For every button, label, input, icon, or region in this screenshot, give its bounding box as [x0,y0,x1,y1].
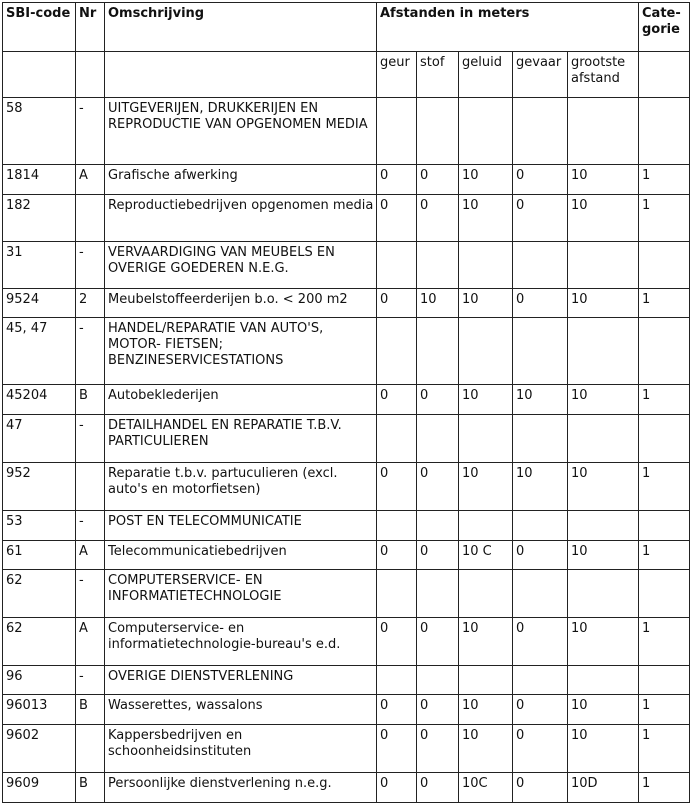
cell-geluid: 10 C [459,541,513,570]
cell-grootste: 10 [568,289,639,318]
header-row [3,3,690,52]
header-geluid: geluid [459,52,513,98]
cell-geur: 0 [377,385,417,415]
cell-gevaar [513,415,568,463]
cell-geur [377,511,417,541]
cell-geluid: 10 [459,195,513,242]
cell-stof [417,98,459,165]
cell-stof [417,511,459,541]
table-row [3,385,690,415]
table-row [3,570,690,618]
cell-cat [639,415,690,463]
header-grootste-afstand: grootste afstand [568,52,639,98]
cell-nr: - [76,318,105,385]
cell-grootste: 10 [568,195,639,242]
cell-geur [377,666,417,695]
sbi-distance-table [2,2,690,803]
header-nr: Nr [76,3,105,52]
cell-geur: 0 [377,541,417,570]
cell-gevaar [513,511,568,541]
cell-gevaar: 0 [513,541,568,570]
cell-desc: Wasserettes, wassalons [105,695,377,725]
cell-cat [639,570,690,618]
cell-sbi: 58 [3,98,76,165]
table-body [3,98,690,803]
cell-grootste: 10 [568,725,639,773]
cell-sbi: 62 [3,618,76,666]
table-row [3,98,690,165]
table-row [3,195,690,242]
cell-stof: 0 [417,385,459,415]
subheader-blank-nr [76,52,105,98]
cell-geluid [459,511,513,541]
subheader-blank-cat [639,52,690,98]
cell-sbi: 31 [3,242,76,289]
cell-grootste: 10 [568,541,639,570]
cell-nr: - [76,98,105,165]
cell-cat: 1 [639,541,690,570]
cell-cat: 1 [639,165,690,195]
cell-gevaar: 0 [513,695,568,725]
cell-sbi: 182 [3,195,76,242]
cell-desc: Grafische afwerking [105,165,377,195]
cell-geluid: 10 [459,725,513,773]
cell-sbi: 9524 [3,289,76,318]
cell-stof: 0 [417,695,459,725]
subheader-row [3,52,690,98]
cell-stof: 0 [417,195,459,242]
cell-geluid [459,98,513,165]
cell-geluid: 10 [459,463,513,511]
cell-geur: 0 [377,725,417,773]
header-afstanden: Afstanden in meters [377,3,639,52]
cell-desc: Reproductiebedrijven opgenomen media [105,195,377,242]
cell-sbi: 96013 [3,695,76,725]
cell-grootste [568,570,639,618]
cell-geluid: 10 [459,695,513,725]
cell-cat: 1 [639,289,690,318]
cell-nr: - [76,242,105,289]
table-row [3,415,690,463]
cell-desc: Computerservice- en informatietechnologie-bureau's e.d. [105,618,377,666]
cell-sbi: 952 [3,463,76,511]
cell-geluid [459,242,513,289]
cell-stof: 10 [417,289,459,318]
cell-stof: 0 [417,773,459,803]
cell-gevaar [513,318,568,385]
cell-nr: A [76,541,105,570]
cell-sbi: 9609 [3,773,76,803]
cell-geluid: 10 [459,385,513,415]
cell-geur [377,318,417,385]
header-omschrijving: Omschrijving [105,3,377,52]
table-row [3,511,690,541]
cell-cat [639,242,690,289]
cell-geluid: 10C [459,773,513,803]
cell-cat: 1 [639,463,690,511]
cell-nr: B [76,385,105,415]
cell-cat: 1 [639,385,690,415]
cell-gevaar: 0 [513,618,568,666]
cell-geur: 0 [377,463,417,511]
cell-geur: 0 [377,289,417,318]
cell-stof: 0 [417,463,459,511]
cell-desc: HANDEL/REPARATIE VAN AUTO'S, MOTOR- FIETSEN; BENZINESERVICESTATIONS [105,318,377,385]
header-gevaar: gevaar [513,52,568,98]
cell-desc: Persoonlijke dienstverlening n.e.g. [105,773,377,803]
cell-gevaar [513,242,568,289]
cell-desc: UITGEVERIJEN, DRUKKERIJEN EN REPRODUCTIE VAN OPGENOMEN MEDIA [105,98,377,165]
cell-sbi: 9602 [3,725,76,773]
cell-stof [417,415,459,463]
cell-geur: 0 [377,165,417,195]
cell-gevaar [513,98,568,165]
cell-grootste: 10D [568,773,639,803]
cell-sbi: 45204 [3,385,76,415]
cell-gevaar: 0 [513,773,568,803]
cell-gevaar: 10 [513,463,568,511]
cell-gevaar: 0 [513,195,568,242]
cell-stof: 0 [417,725,459,773]
cell-geluid [459,570,513,618]
table-row [3,618,690,666]
header-categorie: Cate-gorie [639,3,690,52]
cell-grootste: 10 [568,385,639,415]
cell-geur: 0 [377,773,417,803]
cell-stof [417,570,459,618]
cell-cat: 1 [639,695,690,725]
table-row [3,773,690,803]
header-stof: stof [417,52,459,98]
cell-geluid [459,318,513,385]
cell-cat [639,666,690,695]
cell-stof: 0 [417,618,459,666]
cell-sbi: 62 [3,570,76,618]
cell-desc: Telecommunicatiebedrijven [105,541,377,570]
table-row [3,242,690,289]
cell-gevaar [513,666,568,695]
cell-cat: 1 [639,618,690,666]
cell-geluid: 10 [459,289,513,318]
cell-geur [377,415,417,463]
cell-geur: 0 [377,618,417,666]
cell-desc: POST EN TELECOMMUNICATIE [105,511,377,541]
cell-nr: 2 [76,289,105,318]
cell-cat [639,98,690,165]
cell-nr: - [76,666,105,695]
cell-sbi: 45, 47 [3,318,76,385]
table-row [3,289,690,318]
cell-desc: COMPUTERSERVICE- EN INFORMATIETECHNOLOGIE [105,570,377,618]
cell-nr [76,463,105,511]
table-row [3,725,690,773]
cell-grootste [568,511,639,541]
cell-desc: VERVAARDIGING VAN MEUBELS EN OVERIGE GOEDEREN N.E.G. [105,242,377,289]
cell-geluid: 10 [459,618,513,666]
cell-grootste: 10 [568,165,639,195]
cell-nr [76,195,105,242]
cell-desc: DETAILHANDEL EN REPARATIE T.B.V. PARTICULIEREN [105,415,377,463]
cell-desc: Reparatie t.b.v. partuculieren (excl. auto's en motorfietsen) [105,463,377,511]
cell-grootste [568,242,639,289]
cell-gevaar: 0 [513,725,568,773]
table-row [3,318,690,385]
cell-grootste: 10 [568,695,639,725]
cell-gevaar: 10 [513,385,568,415]
cell-grootste: 10 [568,618,639,666]
table-row [3,165,690,195]
cell-grootste [568,666,639,695]
cell-grootste [568,98,639,165]
cell-nr: A [76,165,105,195]
table-row [3,463,690,511]
cell-geur [377,570,417,618]
subheader-blank-desc [105,52,377,98]
cell-stof [417,242,459,289]
cell-gevaar: 0 [513,165,568,195]
cell-nr [76,725,105,773]
cell-geur [377,242,417,289]
cell-gevaar: 0 [513,289,568,318]
cell-nr: B [76,695,105,725]
table-row [3,541,690,570]
cell-grootste: 10 [568,463,639,511]
cell-stof [417,666,459,695]
cell-sbi: 53 [3,511,76,541]
cell-nr: - [76,511,105,541]
cell-nr: - [76,415,105,463]
table-row [3,666,690,695]
cell-geur: 0 [377,195,417,242]
cell-stof [417,318,459,385]
cell-grootste [568,415,639,463]
cell-geur [377,98,417,165]
cell-stof: 0 [417,165,459,195]
cell-cat [639,318,690,385]
cell-desc: Autobeklederijen [105,385,377,415]
table-row [3,695,690,725]
cell-grootste [568,318,639,385]
header-geur: geur [377,52,417,98]
cell-sbi: 96 [3,666,76,695]
cell-geluid [459,666,513,695]
cell-geluid: 10 [459,165,513,195]
cell-gevaar [513,570,568,618]
cell-nr: - [76,570,105,618]
cell-cat: 1 [639,773,690,803]
header-sbi: SBI-code [3,3,76,52]
cell-sbi: 47 [3,415,76,463]
cell-desc: Kappersbedrijven en schoonheidsinstituten [105,725,377,773]
cell-stof: 0 [417,541,459,570]
cell-desc: Meubelstoffeerderijen b.o. < 200 m2 [105,289,377,318]
cell-cat [639,511,690,541]
cell-cat: 1 [639,195,690,242]
cell-nr: A [76,618,105,666]
cell-geluid [459,415,513,463]
cell-cat: 1 [639,725,690,773]
cell-geur: 0 [377,695,417,725]
cell-nr: B [76,773,105,803]
cell-desc: OVERIGE DIENSTVERLENING [105,666,377,695]
cell-sbi: 61 [3,541,76,570]
cell-sbi: 1814 [3,165,76,195]
subheader-blank-sbi [3,52,76,98]
